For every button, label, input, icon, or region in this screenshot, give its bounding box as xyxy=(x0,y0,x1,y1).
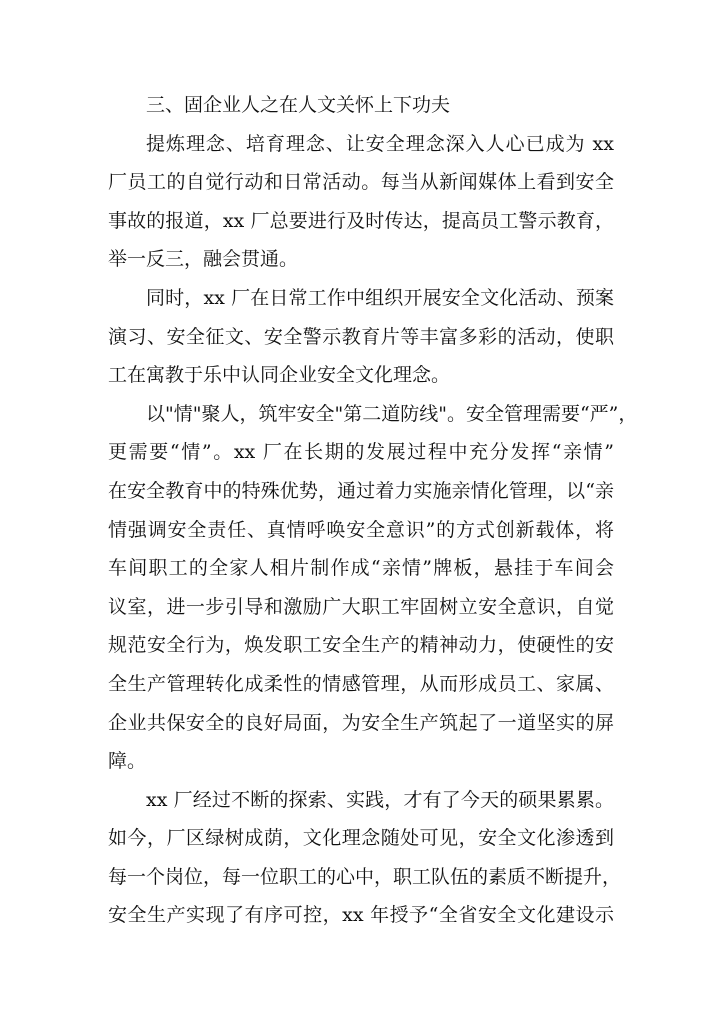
paragraph-3 xyxy=(108,395,638,781)
paragraph-line: 演习、安全征文、安全警示教育片等丰富多彩的活动，使职 xyxy=(108,325,614,348)
paragraph-line: 情强调安全责任、真情呼唤安全意识”的方式创新载体，将 xyxy=(108,518,614,541)
paragraph-line: 规范安全行为，焕发职工安全生产的精神动力，使硬性的安 xyxy=(108,634,614,657)
paragraph-line: xx 厂经过不断的探索、实践，才有了今天的硕果累累。 xyxy=(146,788,614,811)
paragraph-4 xyxy=(108,781,622,935)
paragraph-line: 以"情"聚人，筑牢安全"第二道防线"。安全管理需要“严”， xyxy=(146,402,638,425)
paragraph-line: 提炼理念、培育理念、让安全理念深入人心已成为 xx xyxy=(146,132,614,155)
paragraph-line: 在安全教育中的特殊优势，通过着力实施亲情化管理，以“亲 xyxy=(108,479,614,502)
paragraph-line: 议室，进一步引导和激励广大职工牢固树立安全意识，自觉 xyxy=(108,595,614,618)
paragraph-line: 事故的报道，xx 厂总要进行及时传达，提高员工警示教育， xyxy=(108,209,614,232)
paragraph-line: 每一个岗位，每一位职工的心中，职工队伍的素质不断提升， xyxy=(108,865,622,888)
paragraph-line: 全生产管理转化成柔性的情感管理，从而形成员工、家属、 xyxy=(108,672,614,695)
paragraph-line: 更需要“情”。xx 厂在长期的发展过程中充分发挥“亲情” xyxy=(108,441,614,464)
paragraph-line: 举一反三，融会贯通。 xyxy=(108,248,299,271)
paragraph-2 xyxy=(108,279,614,395)
paragraph-line: 如今，厂区绿树成荫，文化理念随处可见，安全文化渗透到 xyxy=(108,827,614,850)
paragraph-line: 安全生产实现了有序可控，xx 年授予“全省安全文化建设示 xyxy=(108,904,614,927)
paragraph-line: 企业共保安全的良好局面，为安全生产筑起了一道坚实的屏 xyxy=(108,711,614,734)
paragraph-line: 车间职工的全家人相片制作成“亲情”牌板，悬挂于车间会 xyxy=(108,557,614,580)
document-page xyxy=(108,86,638,935)
section-heading: 三、固企业人之在人文关怀上下功夫 xyxy=(146,94,451,116)
paragraph-1 xyxy=(108,125,614,279)
paragraph-line: 障。 xyxy=(108,750,147,773)
paragraph-line: 工在寓教于乐中认同企业安全文化理念。 xyxy=(108,364,451,387)
paragraph-line: 厂员工的自觉行动和日常活动。每当从新闻媒体上看到安全 xyxy=(108,171,614,194)
paragraph-line: 同时，xx 厂在日常工作中组织开展安全文化活动、预案 xyxy=(146,286,614,309)
